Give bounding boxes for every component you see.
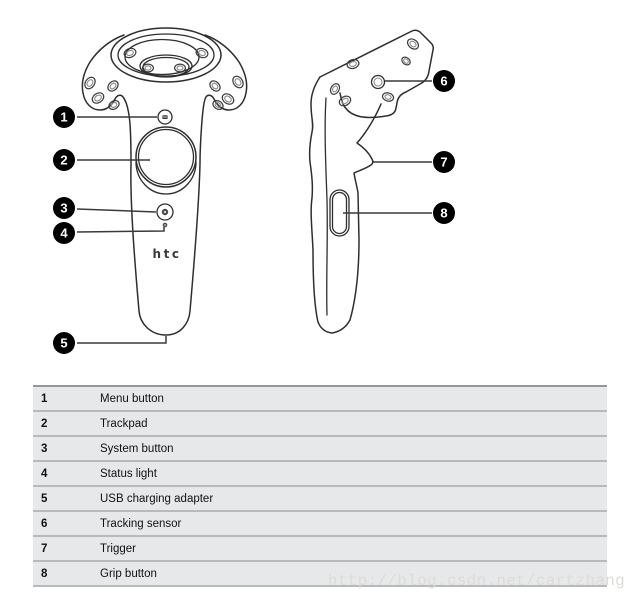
watermark-url: http://blog.csdn.net/cartzhang — [328, 572, 626, 590]
callout-badge-3 — [53, 197, 75, 219]
table-row — [33, 462, 607, 487]
table-row — [33, 437, 607, 462]
callout-badge-2 — [53, 149, 75, 171]
callout-line-5 — [77, 336, 166, 343]
svg-text:4: 4 — [60, 225, 68, 241]
table-row — [33, 387, 607, 412]
handle-seam-line — [325, 98, 327, 315]
legend-table — [33, 385, 607, 587]
htc-logo: htc — [152, 247, 182, 261]
callout-line-3 — [77, 209, 156, 212]
row-label: Trigger — [100, 542, 136, 555]
system-button — [157, 204, 173, 220]
row-number: 7 — [41, 542, 48, 555]
callout-line-4 — [77, 227, 164, 232]
callout-badge-5 — [53, 332, 75, 354]
row-number: 3 — [41, 442, 48, 455]
callout-badge-6 — [433, 70, 455, 92]
row-label: USB charging adapter — [100, 492, 214, 505]
row-label: Tracking sensor — [100, 517, 182, 530]
svg-text:6: 6 — [440, 73, 448, 89]
row-number: 1 — [41, 392, 48, 405]
callout-badge-1 — [53, 106, 75, 128]
row-label: System button — [100, 442, 174, 455]
callout-badge-8 — [433, 202, 455, 224]
row-label: Status light — [100, 467, 157, 480]
front-controller-illustration — [82, 28, 246, 335]
menu-button — [158, 110, 172, 124]
tracking-sensor — [372, 76, 385, 89]
svg-text:1: 1 — [60, 109, 68, 125]
callout-badge-4 — [53, 222, 75, 244]
side-body-outline — [310, 77, 381, 333]
svg-text:2: 2 — [60, 152, 68, 168]
row-number: 4 — [41, 467, 48, 480]
row-number: 8 — [41, 567, 48, 580]
row-label: Menu button — [100, 392, 164, 405]
table-row — [33, 537, 607, 562]
svg-text:5: 5 — [60, 335, 68, 351]
row-number: 5 — [41, 492, 48, 505]
svg-text:3: 3 — [60, 200, 68, 216]
row-label: Grip button — [100, 567, 157, 580]
svg-text:8: 8 — [440, 205, 448, 221]
side-sensor-dimples — [329, 37, 421, 108]
side-controller-illustration — [310, 30, 434, 333]
row-number: 2 — [41, 417, 48, 430]
row-number: 6 — [41, 517, 48, 530]
table-row — [33, 412, 607, 437]
status-light — [163, 223, 167, 227]
row-label: Trackpad — [100, 417, 148, 430]
table-row — [33, 487, 607, 512]
callout-badge-7 — [433, 151, 455, 173]
table-row — [33, 512, 607, 537]
svg-text:7: 7 — [440, 154, 448, 170]
